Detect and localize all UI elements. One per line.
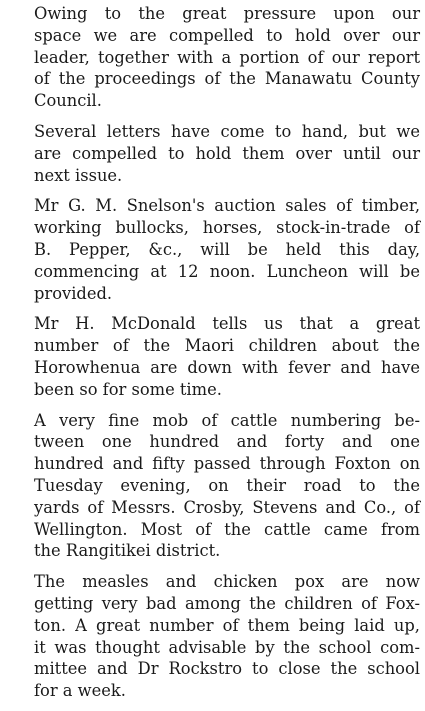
text-line: commencing at 12 noon. Luncheon will be: [34, 261, 420, 281]
text-line: been so for some time.: [34, 379, 222, 399]
text-line: Wellington. Most of the cattle came from: [34, 519, 420, 539]
text-line: working bullocks, horses, stock-in-trade of: [34, 218, 420, 238]
text-line: of the proceedings of the Manawatu County: [34, 69, 420, 89]
text-line: number of the Maori children about the: [34, 336, 420, 356]
text-line: Several letters have come to hand, but we: [34, 121, 420, 141]
text-line: hundred and fifty passed through Foxton on: [34, 454, 420, 474]
text-line: next issue.: [34, 165, 123, 185]
text-line: Mr G. M. Snelson's auction sales of timber,: [34, 196, 420, 216]
text-line: leader, together with a portion of our report: [34, 47, 420, 67]
paragraph-pressure-notice: [6, 3, 420, 112]
text-line: Mr H. McDonald tells us that a great: [34, 314, 420, 334]
text-line: Tuesday evening, on their road to the: [34, 475, 420, 495]
text-line: space we are compelled to hold over our: [34, 25, 420, 45]
text-line: The measles and chicken pox are now: [34, 572, 420, 592]
paragraph-cattle-mob: [6, 410, 420, 563]
text-line: B. Pepper, &c., will be held this day,: [34, 239, 420, 259]
text-line: are compelled to hold them over until our: [34, 143, 420, 163]
paragraph-measles-school: [6, 571, 420, 702]
paragraph-maori-children-fever: [6, 313, 420, 400]
text-line: yards of Messrs. Crosby, Stevens and Co., of: [34, 497, 420, 517]
text-line: provided.: [34, 283, 113, 303]
text-line: Council.: [34, 91, 102, 111]
text-line: getting very bad among the children of Fox-: [34, 593, 420, 613]
text-line: Owing to the great pressure upon our: [34, 4, 420, 23]
text-line: the Rangitikei district.: [34, 541, 221, 561]
text-line: it was thought advisable by the school com-: [34, 637, 420, 657]
paragraph-auction-sales: [6, 195, 420, 304]
paragraph-letters-notice: [6, 121, 420, 186]
text-line: Horowhenua are down with fever and have: [34, 357, 420, 377]
text-line: for a week.: [34, 681, 126, 701]
newspaper-column: [6, 3, 420, 711]
text-line: mittee and Dr Rockstro to close the school: [34, 659, 420, 679]
text-line: ton. A great number of them being laid up,: [34, 615, 420, 635]
text-line: tween one hundred and forty and one: [34, 432, 420, 452]
text-line: A very fine mob of cattle numbering be-: [34, 410, 420, 430]
